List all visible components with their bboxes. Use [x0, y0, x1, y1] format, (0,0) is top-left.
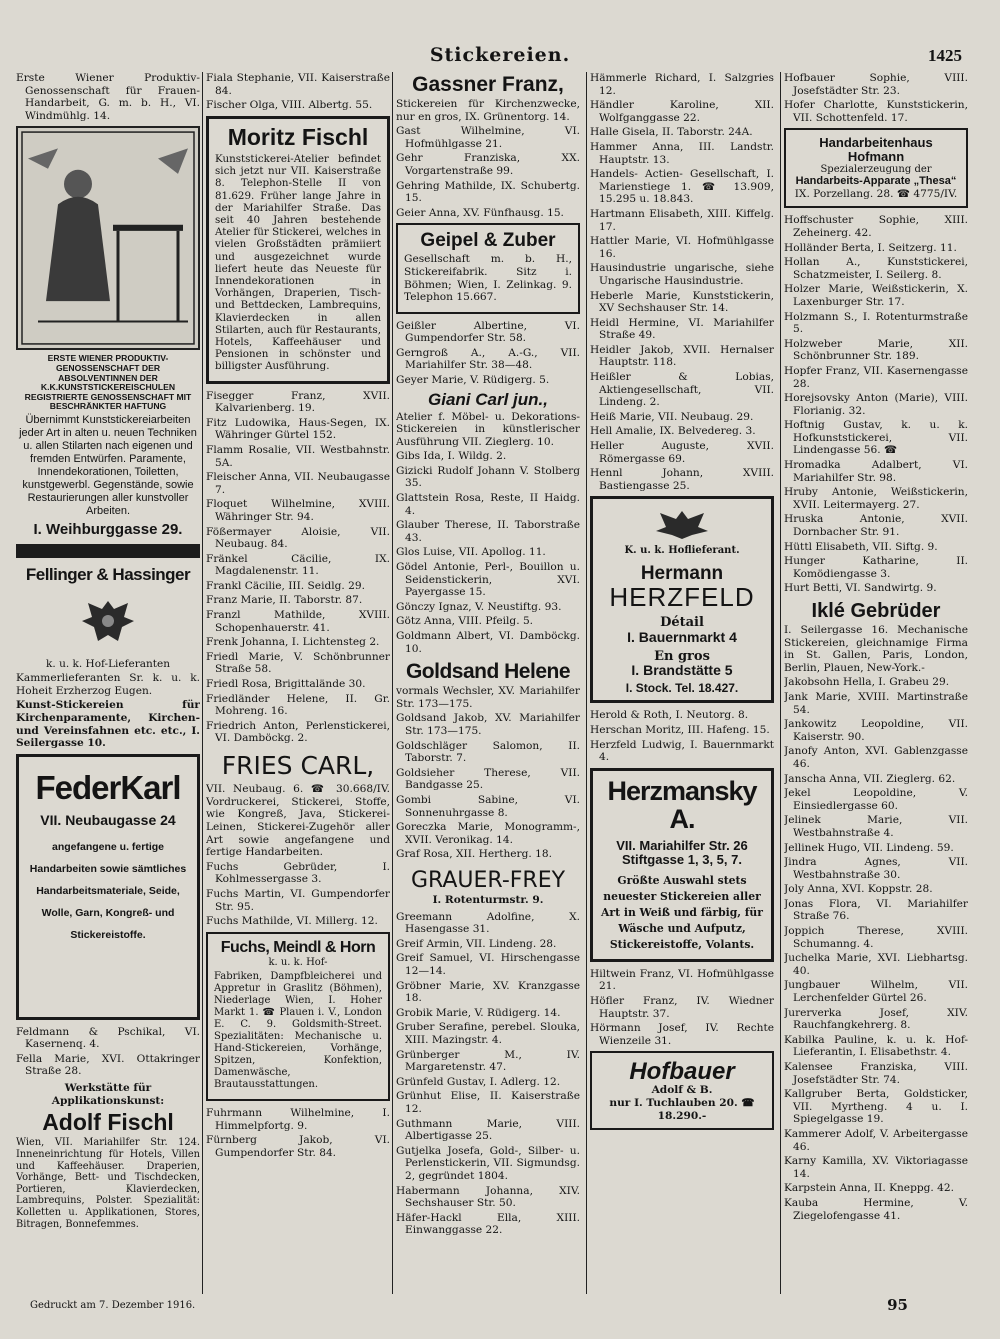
double-eagle-icon	[652, 509, 712, 541]
listing-entry: Jindra Agnes, VII. Westbahnstraße 30.	[784, 856, 968, 881]
column-1	[16, 72, 200, 1294]
listing-entry: Gönczy Ignaz, V. Neustiftg. 93.	[396, 600, 562, 613]
listing-entry: Friedl Marie, V. Schönbrunner Straße 58.	[206, 650, 390, 676]
column-rule	[392, 72, 393, 1294]
listing-entry: Hurt Betti, VI. Sandwirtg. 9.	[784, 582, 937, 595]
listing-entry: Hell Amalie, IX. Belvedereg. 3.	[590, 425, 756, 438]
listing-entry: Jank Marie, XVIII. Martinstraße 54.	[784, 690, 968, 716]
page-number: 1425	[928, 46, 962, 65]
fries-carl-text: VII. Neubaug. 6. ☎ 30.668/IV. Vordruckerei, Stickerei, Stoffe, wie Kongreß, Java, Stickerei-Leinen, Stickerei-Zugehör aller Art sowie angefangene und fertige Handarbeiten.	[206, 783, 390, 859]
column-5	[784, 72, 968, 1294]
listing-entry: Goldsand Jakob, XV. Mariahilfer Str. 173—175.	[396, 712, 580, 738]
listing-entry: Gibs Ida, I. Wildg. 2.	[396, 450, 507, 463]
listing-entry: Hofer Charlotte, Kunststickerin, VII. Schottenfeld. 17.	[784, 99, 968, 124]
listing-entry: Fiala Stephanie, VII. Kaiserstraße 84.	[206, 72, 390, 97]
listing-entry: Heberle Marie, Kunststickerin, XV Sechshauser Str. 14.	[590, 289, 774, 315]
listing-entry: Fuchs Gebrüder, I. Kohlmessergasse 3.	[206, 860, 390, 886]
woman-at-frame-icon	[18, 128, 198, 348]
geipel-zuber-name: Geipel & Zuber	[420, 230, 556, 252]
crown-emblem	[599, 505, 765, 545]
listing-entry: Hunger Katharine, II. Komödiengasse 3.	[784, 555, 968, 580]
hofbauer-text: nur I. Tuchlauben 20. ☎ 18.290.-	[609, 1097, 755, 1122]
page-header	[0, 44, 1000, 70]
listing-entry: Hammer Anna, III. Landstr. Hauptstr. 13.	[590, 140, 774, 166]
listing-entry: Friedrich Anton, Perlenstickerei, VI. Damböckg. 2.	[206, 719, 390, 745]
column-rule	[202, 72, 203, 1294]
listing-entry: Händler Karoline, XII. Wolfganggasse 22.	[590, 99, 774, 124]
column-rule	[780, 72, 781, 1294]
fuchs-meindl-horn-text: Fabriken, Dampfbleicherei und Appretur in Graslitz (Böhmen), Niederlage Wien, I. Hoher Markt 1. ☎ Plauen i. V., London E. C. 9. Goldsmith-Street. Spezialitäten: Mechanische u. Hand-Stickereien, Vorhänge, Spitzen, Konfektion, Damenwäsche, Brautausstattungen.	[214, 971, 382, 1091]
gassner-franz-name: Gassner Franz,	[412, 73, 564, 96]
listing-entry: Hopfer Franz, VII. Kasernengasse 28.	[784, 364, 968, 390]
hofmann-name: Handarbeitenhaus Hofmann	[819, 135, 933, 165]
listing-entry: Gutjelka Josefa, Gold-, Silber- u. Perlenstickerin, VII. Sigmundsg. 2, gegründet 1804.	[396, 1144, 580, 1182]
print-date: Gedruckt am 7. Dezember 1916.	[30, 1300, 196, 1311]
feder-karl-ad	[16, 754, 200, 1020]
feder-karl-text: angefangene u. fertige Handarbeiten sowie sämtliches Handarbeitsmateriale, Seide, Wolle, Garn, Kongreß- und Stickereistoffe.	[29, 841, 187, 942]
listing-entry: Holzmann S., I. Rotenturmstraße 5.	[784, 310, 968, 336]
eagle-emblem	[16, 588, 200, 658]
listing-entry: Gast Wilhelmine, VI. Hofmühlgasse 21.	[396, 125, 580, 150]
page-title: Stickereien.	[429, 44, 571, 66]
listing-entry: Hoftnig Gustav, k. u. k. Hofkunststickerei, VII. Lindengasse 56. ☎	[784, 419, 968, 457]
listing-entry: Halle Gisela, II. Taborstr. 24A.	[590, 126, 753, 139]
listing-entry: Jankowitz Leopoldine, VII. Kaiserstr. 90.	[784, 718, 968, 743]
listing-entry: Holzweber Marie, XII. Schönbrunner Str. 189.	[784, 337, 968, 363]
listing-entry: Joly Anna, XVI. Koppstr. 28.	[784, 883, 933, 896]
listing-entry: Frankl Cäcilie, III. Seidlg. 29.	[206, 579, 365, 592]
listing-entry: Hruska Antonie, XVII. Dornbacher Str. 91.	[784, 513, 968, 539]
listing-entry: Franzl Mathilde, XVIII. Schopenhauerstr. 41.	[206, 609, 390, 634]
listing-entry: Glos Luise, VII. Apollog. 11.	[396, 546, 546, 559]
listing-entry: Fürnberg Jakob, VI. Gumpendorfer Str. 84.	[206, 1134, 390, 1159]
listing-entry: Friedl Rosa, Brigittalände 30.	[206, 678, 366, 691]
listing-entry: Goreczka Marie, Monogramm-, XVII. Veronikag. 14.	[396, 821, 580, 846]
geipel-zuber-text: Gesellschaft m. b. H., Stickereifabrik. Sitz i. Böhmen; Wien, I. Zelinkag. 9. Telephon 15.667.	[404, 253, 572, 304]
listing-entry: Goldsieher Therese, VII. Bandgasse 25.	[396, 766, 580, 792]
fries-carl-name: FRIES CARL,	[221, 751, 375, 781]
moritz-fischl-text: Kunststickerei-Atelier befindet sich jetzt nur VII. Kaiserstraße 8. Telephon-Stelle II von 81.629. Früher lange Jahre in der Mariahilfer Straße. Das seit 40 Jahren bestehende Atelier für Stickerei, welches in vielen Großstädten prämiiert und ausgezeichnet wurde liefert heute das Neueste für Innendekorationen in Vorhängen, Draperien, Tisch- und Bettdecken, Lambrequins, Klavierdecken in allen Stilarten, auch für Restaurants, Hotels, Kaffeehäuser und Pensionen in schönster und billigster Ausführung.	[215, 152, 381, 373]
listing-entry: Janscha Anna, VII. Zieglerg. 62.	[784, 772, 956, 785]
goldsand-helene-name: Goldsand Helene	[405, 660, 571, 684]
column-4	[590, 72, 774, 1294]
listing-entry: Höfler Franz, IV. Wiedner Hauptstr. 37.	[590, 994, 774, 1020]
hofbauer-name: Hofbauer	[629, 1058, 735, 1086]
listing-entry: Glattstein Rosa, Reste, II Haidg. 4.	[396, 492, 580, 517]
listing-entry: Jurerverka Josef, XIV. Rauchfangkehrerg. 8.	[784, 1006, 968, 1032]
listing-entry: Fleischer Anna, VII. Neubaugasse 7.	[206, 471, 390, 496]
listing-entry: Heiß Marie, VII. Neubaug. 29.	[590, 410, 754, 423]
listing-entry: Hollan A., Kunststickerei, Schatzmeister, I. Seilerg. 8.	[784, 256, 968, 281]
herzmansky-address-2: Stiftgasse 1, 3, 5, 7.	[622, 852, 742, 868]
herzfeld-engros-address: I. Brandstätte 5	[631, 662, 733, 679]
listing-entry: Holländer Berta, I. Seitzerg. 11.	[784, 241, 957, 254]
hoflieferant-label: K. u. k. Hoflieferant.	[624, 545, 740, 557]
listing-entry: Franz Marie, II. Taborstr. 87.	[206, 594, 363, 607]
listing-entry: Gröbner Marie, XV. Kranzgasse 18.	[396, 979, 580, 1005]
listing-entry: Greif Armin, VII. Lindeng. 28.	[396, 937, 557, 950]
listing-entry: Götz Anna, VIII. Pfeilg. 5.	[396, 615, 534, 628]
listing-entry: Jonas Flora, VI. Mariahilfer Straße 76.	[784, 897, 968, 923]
listing-entry: Kalensee Franziska, VIII. Josefstädter Str. 74.	[784, 1061, 968, 1086]
listing-entry: Erste Wiener Produktiv-Genossenschaft für Frauen-Handarbeit, G. m. b. H., VI. Windmühlg. 14.	[16, 72, 200, 122]
listing-entry: Hüttl Elisabeth, VII. Siftg. 9.	[784, 540, 938, 553]
fuchs-meindl-horn-ad	[206, 932, 390, 1101]
cooperative-address: I. Weihburggasse 29.	[33, 520, 183, 538]
listing-entry: Geier Anna, XV. Fünfhausg. 15.	[396, 206, 564, 219]
folio-number: 95	[887, 1296, 908, 1314]
listing-entry: Fisegger Franz, XVII. Kalvarienberg. 19.	[206, 389, 390, 415]
listing-entry: Fella Marie, XVI. Ottakringer Straße 28.	[16, 1052, 200, 1078]
listing-entry: Kallgruber Berta, Goldsticker, VII. Myrtheng. 4 u. I. Spiegelgasse 19.	[784, 1088, 968, 1126]
herzfeld-detail-address: I. Bauernmarkt 4	[627, 628, 737, 645]
listing-entry: Fuchs Martin, VI. Gumpendorfer Str. 95.	[206, 888, 390, 913]
listing-entry: Jelinek Marie, VII. Westbahnstraße 4.	[784, 814, 968, 839]
listing-entry: Horejsovsky Anton (Marie), VIII. Florianig. 32.	[784, 392, 968, 417]
listing-entry: Gerngroß A., A.-G., VII. Mariahilfer Str. 38—48.	[396, 346, 580, 372]
hofbauer-sub: Adolf & B.	[651, 1084, 713, 1097]
listing-entry: Hattler Marie, VI. Hofmühlgasse 16.	[590, 235, 774, 260]
ikle-gebrueder-text: I. Seilergasse 16. Mechanische Stickereien, gleichnamige Firma in St. Gallen, Paris, London, Berlin, Plauen, New-York.-	[784, 624, 968, 674]
listing-entry: Fuhrmann Wilhelmine, I. Himmelpfortg. 9.	[206, 1107, 390, 1132]
listing-entry: Grünfeld Gustav, I. Adlerg. 12.	[396, 1075, 561, 1088]
moritz-fischl-ad	[206, 116, 390, 384]
listing-entry: Karny Kamilla, XV. Viktoriagasse 14.	[784, 1155, 968, 1180]
listing-entry: Goldmann Albert, VI. Damböckg. 10.	[396, 630, 580, 655]
geipel-zuber-ad	[396, 223, 580, 313]
listing-entry: Hartmann Elisabeth, XIII. Kiffelg. 17.	[590, 207, 774, 233]
fellinger-subtitle: k. u. k. Hof-Lieferanten	[46, 657, 170, 670]
listing-entry: Janofy Anton, XVI. Gablenzgasse 46.	[784, 745, 968, 770]
listing-entry: Guthmann Marie, VIII. Albertigasse 25.	[396, 1117, 580, 1143]
listing-entry: Heidl Hermine, VI. Mariahilfer Straße 49.	[590, 316, 774, 342]
herzmansky-name: Herzmansky A.	[607, 775, 757, 835]
listing-entry: Fuchs Mathilde, VI. Millerg. 12.	[206, 915, 378, 928]
listing-entry: Hämmerle Richard, I. Salzgries 12.	[590, 72, 774, 97]
gassner-franz-text: Stickereien für Kirchenzwecke, nur en gros, IX. Grünentorg. 14.	[396, 98, 580, 123]
double-eagle-icon	[78, 595, 138, 651]
listing-entry: Hiltwein Franz, VI. Hofmühlgasse 21.	[590, 967, 774, 993]
fellinger-text: Kammerlieferanten Sr. k. u. k. Hoheit Erzherzog Eugen.	[16, 672, 200, 697]
listing-entry: Fößermayer Aloisie, VII. Neubaug. 84.	[206, 525, 390, 551]
listing-entry: Gehr Franziska, XX. Vorgartenstraße 99.	[396, 152, 580, 178]
listing-entry: Handels- Actien- Gesellschaft, I. Marienstiege 1. ☎ 13.909, 15.295 u. 18.843.	[590, 168, 774, 206]
listing-entry: Gombi Sabine, VI. Sonnenuhrgasse 8.	[396, 794, 580, 819]
herzmansky-address-1: VII. Mariahilfer Str. 26	[616, 838, 748, 854]
listing-entry: Jakobsohn Hella, I. Grabeu 29.	[784, 676, 950, 689]
column-rule	[586, 72, 587, 1294]
fellinger-services: Kunst-Stickereien für Kirchenparamente, Kirchen- und Vereinsfahnen etc. etc., I. Seilergasse 10.	[16, 699, 200, 750]
listing-entry: Grünhut Elise, II. Kaiserstraße 12.	[396, 1090, 580, 1115]
herzmansky-ad	[590, 768, 774, 962]
hofmann-item: Handarbeits-Apparate „Thesa“	[795, 175, 957, 188]
giani-carl-text: Atelier f. Möbel- u. Dekorations-Stickereien in künstlerischer Ausführung VII. Zieglerg. 10.	[396, 410, 580, 448]
listing-entry: Greif Samuel, VI. Hirschengasse 12—14.	[396, 952, 580, 978]
grauer-frey-name: GRAUER-FREY	[410, 867, 566, 893]
hofmann-address: IX. Porzellang. 28. ☎ 4775/IV.	[794, 187, 958, 200]
fischl-pretitle: Werkstätte für Applikationskunst:	[51, 1082, 165, 1107]
listing-entry: Kammerer Adolf, V. Arbeitergasse 46.	[784, 1127, 968, 1153]
herzfeld-phone: I. Stock. Tel. 18.427.	[625, 680, 739, 695]
listing-entry: Hromadka Adalbert, VI. Mariahilfer Str. 98.	[784, 459, 968, 484]
listing-entry: Frenk Johanna, I. Lichtensteg 2.	[206, 636, 380, 649]
listing-entry: Juchelka Marie, XVI. Liebhartsg. 40.	[784, 952, 968, 977]
column-3	[396, 72, 580, 1294]
ikle-gebrueder-name: Iklé Gebrüder	[811, 600, 941, 623]
hofmann-ad	[784, 128, 968, 208]
listing-entry: Heller Auguste, XVII. Römergasse 69.	[590, 440, 774, 465]
listing-entry: Hennl Johann, XVIII. Bastiengasse 25.	[590, 467, 774, 492]
listing-entry: Hörmann Josef, IV. Rechte Wienzeile 31.	[590, 1022, 774, 1047]
listing-entry: Karpstein Anna, II. Kneppg. 42.	[784, 1182, 955, 1195]
divider-bar	[16, 544, 200, 558]
fellinger-hassinger-name: Fellinger & Hassinger	[25, 564, 191, 584]
embroidery-woman-illustration	[16, 126, 200, 350]
listing-entry: Greemann Adolfine, X. Hasengasse 31.	[396, 910, 580, 936]
cooperative-description: Übernimmt Kunststickereiarbeiten jeder Art in alten u. neuen Techniken u. allen Stilarten nach eigenen und fremden Entwürfen. Paramente, Innendekorationen, Toiletten, kunstgewerbl. Gegenstände, sowie Restaurierungen aller kunstvoller Arbeiten.	[19, 413, 197, 517]
hofbauer-ad	[590, 1051, 774, 1130]
listing-entry: Habermann Johanna, XIV. Sechshauser Str. 50.	[396, 1184, 580, 1210]
listing-entry: Jekel Leopoldine, V. Einsiedlergasse 60.	[784, 787, 968, 812]
listing-entry: Geißler Albertine, VI. Gumpendorfer Str. 58.	[396, 319, 580, 345]
feder-karl-address: VII. Neubaugasse 24	[40, 812, 176, 829]
listing-entry: Gizicki Rudolf Johann V. Stolberg 35.	[396, 464, 580, 490]
listing-entry: Gehring Mathilde, IX. Schubertg. 15.	[396, 179, 580, 205]
listing-entry: Fitz Ludowika, Haus-Segen, IX. Währinger Gürtel 152.	[206, 416, 390, 442]
listing-entry: Jellinek Hugo, VII. Lindeng. 59.	[784, 841, 954, 854]
listing-entry: Hausindustrie ungarische, siehe Ungarische Hausindustrie.	[590, 262, 774, 287]
moritz-fischl-name: Moritz Fischl	[227, 123, 369, 150]
engros-label: En gros	[654, 648, 710, 664]
listing-entry: Heißler & Lobias, Aktiengesellschaft, VII. Lindeng. 2.	[590, 371, 774, 409]
listing-entry: Häfer-Hackl Ella, XIII. Einwanggasse 22.	[396, 1211, 580, 1237]
listing-entry: Herschan Moritz, III. Hafeng. 15.	[590, 723, 770, 736]
listing-entry: Hoffschuster Sophie, XIII. Zeheinerg. 42.	[784, 214, 968, 239]
listing-entry: Herzfeld Ludwig, I. Bauernmarkt 4.	[590, 738, 774, 764]
herzmansky-text: Größte Auswahl stets neuester Stickereien aller Art in Weiß und färbig, für Wäsche und Aufputz, Stickereistoffe, Volants.	[601, 873, 763, 951]
grauer-frey-address: I. Rotenturmstr. 9.	[432, 894, 544, 907]
listing-entry: Herold & Roth, I. Neutorg. 8.	[590, 709, 749, 722]
detail-label: Détail	[660, 615, 704, 631]
listing-entry: Flamm Rosalie, VII. Westbahnstr. 5A.	[206, 443, 390, 469]
listing-entry: Holzer Marie, Weißstickerin, X. Laxenburger Str. 17.	[784, 283, 968, 308]
listing-entry: Graf Rosa, XII. Hertherg. 18.	[396, 848, 552, 861]
feder-karl-name: FederKarl	[35, 768, 181, 806]
listing-entry: Joppich Therese, XVIII. Schumanng. 4.	[784, 925, 968, 950]
listing-entry: Friedländer Helene, II. Gr. Mohreng. 16.	[206, 692, 390, 718]
hermann-first-name: Hermann	[640, 563, 724, 584]
listing-entry: Heidler Jakob, XVII. Hernalser Hauptstr. 118.	[590, 343, 774, 369]
listing-entry: Hofbauer Sophie, VIII. Josefstädter Str. 23.	[784, 72, 968, 97]
cooperative-caption: ERSTE WIENER PRODUKTIV-GENOSSENSCHAFT DER ABSOLVENTINNEN DER K.K.KUNSTSTICKEREISCHULEN REGISTRIERTE GENOSSENSCHAFT MIT BESCHRÄNKTER HAFTUNG	[24, 353, 192, 412]
listing-entry: Feldmann & Pschikal, VI. Kasernenq. 4.	[16, 1025, 200, 1051]
listing-entry: Grobik Marie, V. Rüdigerg. 14.	[396, 1006, 561, 1019]
listing-entry: Floquet Wilhelmine, XVIII. Währinger Str. 94.	[206, 498, 390, 523]
listing-entry: Fischer Olga, VIII. Albertg. 55.	[206, 99, 373, 112]
column-2	[206, 72, 390, 1294]
listing-entry: Goldschläger Salomon, II. Taborstr. 7.	[396, 739, 580, 765]
listing-entry: Glauber Therese, II. Taborstraße 43.	[396, 519, 580, 544]
listing-entry: Kauba Hermine, V. Ziegelofengasse 41.	[784, 1196, 968, 1222]
listing-entry: Fränkel Cäcilie, IX. Magdalenenstr. 11.	[206, 552, 390, 578]
giani-carl-name: Giani Carl jun.,	[428, 389, 548, 409]
fuchs-meindl-horn-sub: k. u. k. Hof-	[268, 956, 328, 968]
hermann-herzfeld-ad	[590, 496, 774, 703]
listing-entry: Gödel Antonie, Perl-, Bouillon u. Seidenstickerin, XVI. Payergasse 15.	[396, 561, 580, 599]
goldsand-helene-text: vormals Wechsler, XV. Mariahilfer Str. 173—175.	[396, 685, 580, 710]
listing-entry: Grünberger M., IV. Margaretenstr. 47.	[396, 1048, 580, 1074]
listing-entry: Geyer Marie, V. Rüdigerg. 5.	[396, 374, 550, 387]
listing-entry: Gruber Serafine, perebel. Slouka, XIII. Mazingstr. 4.	[396, 1021, 580, 1046]
adolf-fischl-name: Adolf Fischl	[42, 1109, 174, 1136]
listing-entry: Kabilka Pauline, k. u. k. Hof-Lieferantin, I. Elisabethstr. 4.	[784, 1033, 968, 1059]
adolf-fischl-text: Wien, VII. Mariahilfer Str. 124. Inneneinrichtung für Hotels, Villen und Kaffeehäuser. Draperien, Vorhänge, Bett- und Tischdecken, Portieren, Klavierdecken, Lambrequins, Polster. Spezialität: Kolletten u. Applikationen, Stores, Bitragen, Bonnefemmes.	[16, 1137, 200, 1230]
listing-entry: Hruby Antonie, Weißstickerin, XVII. Leitermayerg. 27.	[784, 486, 968, 511]
listing-entry: Jungbauer Wilhelm, VII. Lerchenfelder Gürtel 26.	[784, 979, 968, 1005]
hofmann-sub: Spezialerzeugung der	[820, 163, 932, 175]
fuchs-meindl-horn-name: Fuchs, Meindl & Horn	[220, 938, 376, 956]
herzfeld-name: HERZFELD	[609, 581, 755, 612]
